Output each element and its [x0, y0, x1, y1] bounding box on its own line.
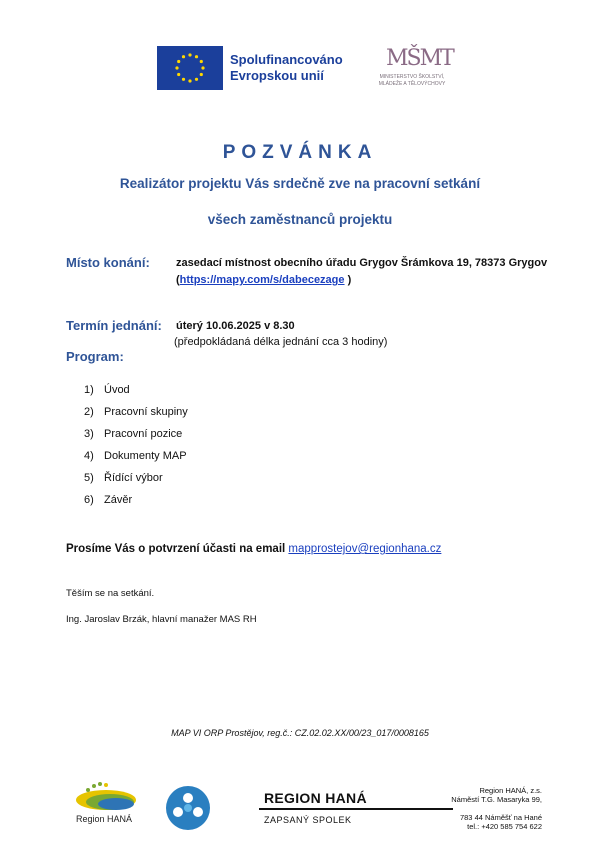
term-label: Termín jednání: — [66, 318, 162, 333]
venue-link-line — [176, 274, 351, 286]
program-number: 3) — [84, 428, 94, 440]
subtitle-line-2: všech zaměstnanců projektu — [207, 212, 393, 227]
eu-line-1: Spolufinancováno — [230, 52, 343, 67]
program-item — [84, 450, 187, 462]
invitation-title: POZVÁNKA — [222, 142, 378, 163]
closing-text: Těším se na setkání. — [66, 588, 155, 599]
address-top — [451, 786, 542, 804]
link-paren-open: ( — [176, 274, 180, 286]
msmt-line-1: MINISTERSTVO ŠKOLSTVÍ, — [379, 74, 445, 80]
eu-flag-logo — [157, 46, 223, 90]
venue-label: Místo konání: — [66, 255, 150, 270]
msmt-caption — [366, 74, 458, 88]
eu-line-2: Evropskou unií — [230, 68, 324, 83]
program-item — [84, 428, 182, 440]
program-number: 4) — [84, 450, 94, 462]
project-reference: MAP VI ORP Prostějov, reg.č.: CZ.02.02.XX/00/23_017/0008165 — [171, 728, 429, 738]
subtitle-line-1: Realizátor projektu Vás srdečně zve na pracovní setkání — [119, 176, 481, 191]
program-text: Řídící výbor — [104, 472, 163, 484]
address-line: Region HANÁ, z.s. — [479, 786, 542, 795]
eu-cofinanced-text — [230, 52, 343, 84]
org-name: REGION HANÁ — [264, 790, 367, 806]
puzzle-circle-icon — [164, 784, 212, 832]
puzzle-logo — [164, 784, 212, 832]
program-item — [84, 406, 188, 418]
map-link[interactable]: https://mapy.com/s/dabecezage — [179, 274, 345, 286]
program-label: Program: — [66, 349, 124, 364]
org-type: ZAPSANÝ SPOLEK — [264, 815, 352, 825]
term-date: úterý 10.06.2025 v 8.30 — [176, 320, 295, 332]
signature-text: Ing. Jaroslav Brzák, hlavní manažer MAS RH — [66, 614, 257, 625]
link-paren-close: ) — [344, 274, 352, 286]
program-item — [84, 494, 132, 506]
program-number: 6) — [84, 494, 94, 506]
msmt-line-2: MLÁDEŽE A TĚLOVÝCHOVY — [378, 81, 446, 87]
address-bottom — [460, 813, 542, 831]
term-note: (předpokládaná délka jednání cca 3 hodiny) — [174, 336, 388, 348]
org-divider — [259, 808, 453, 810]
address-line: Náměstí T.G. Masaryka 99, — [451, 795, 542, 804]
region-hana-logo-label: Region HANÁ — [76, 814, 133, 824]
program-number: 2) — [84, 406, 94, 418]
contact-email-link[interactable]: mapprostejov@regionhana.cz — [288, 543, 442, 555]
address-line: tel.: +420 585 754 622 — [467, 822, 542, 831]
program-number: 5) — [84, 472, 94, 484]
confirm-text: Prosíme Vás o potvrzení účasti na email — [66, 543, 289, 555]
confirm-line — [66, 543, 441, 555]
program-text: Pracovní pozice — [104, 428, 183, 440]
address-line: 783 44 Náměšť na Hané — [459, 813, 542, 822]
program-text: Pracovní skupiny — [104, 406, 188, 418]
region-hana-logo — [72, 778, 152, 814]
msmt-logo-mark: MŠMT — [386, 46, 453, 71]
venue-text: zasedací místnost obecního úřadu Grygov Šrámkova 19, 78373 Grygov — [176, 257, 548, 269]
program-item — [84, 384, 130, 396]
eu-stars-icon — [157, 46, 223, 90]
region-hana-hills-icon — [72, 778, 152, 814]
program-number: 1) — [84, 384, 94, 396]
program-item — [84, 472, 163, 484]
program-text: Úvod — [104, 384, 130, 396]
program-text: Závěr — [104, 494, 133, 506]
program-text: Dokumenty MAP — [104, 450, 187, 462]
